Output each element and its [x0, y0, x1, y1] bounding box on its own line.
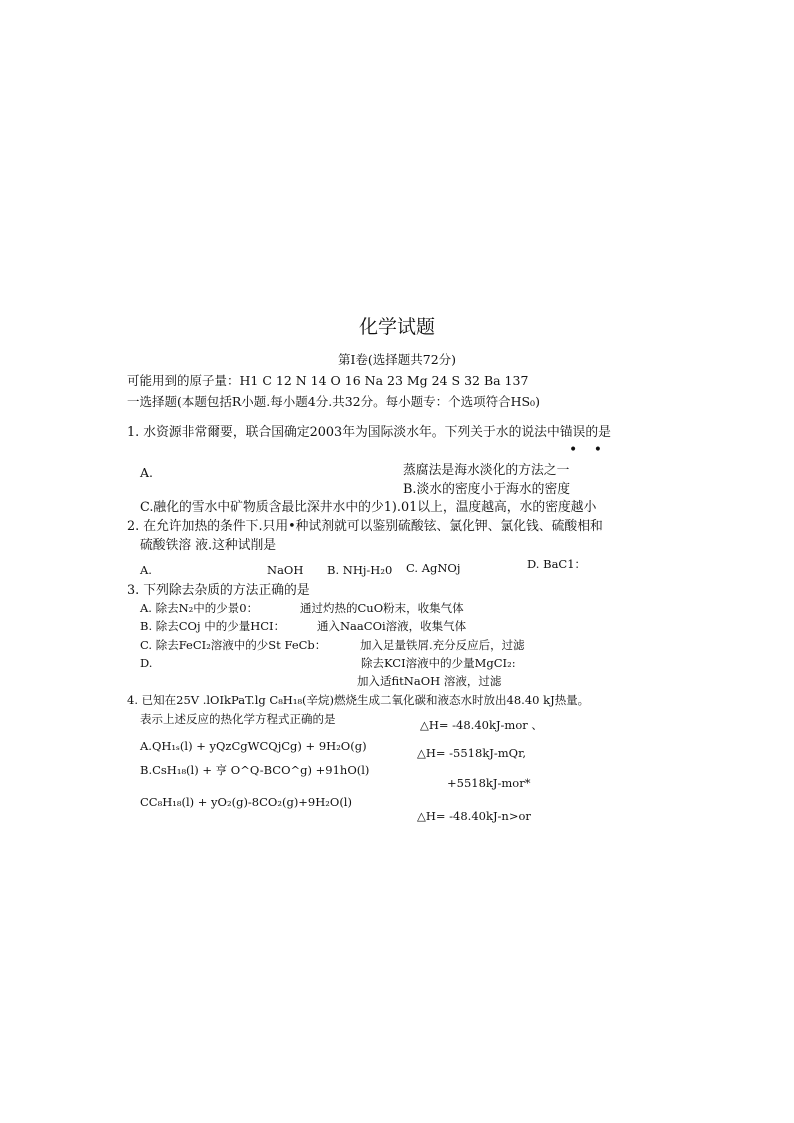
q4-option-b: B.CsH₁₈(l) + 亨 O^Q-BCO^g) +91hO(l)	[140, 763, 370, 777]
emphasis-dots: • •	[569, 442, 608, 458]
q3-option-d: D.	[140, 656, 153, 670]
q4-enthalpy-2: △H= -5518kJ-mQr,	[417, 746, 527, 760]
question-2-stem-line2: 硫酸铁溶 液.这种试削是	[140, 538, 277, 553]
q2-option-b: B. NHj-H₂0	[327, 563, 393, 577]
q3-option-d-text: 除去KCI溶液中的少量MgCI₂:	[361, 656, 516, 670]
q3-option-b-method: 通入NaaCOi溶液，收集气体	[317, 619, 467, 633]
q4-enthalpy-3: +5518kJ-mor*	[447, 776, 531, 790]
question-3-stem: 3. 下列除去杂质的方法正确的是	[127, 583, 310, 598]
q1-option-b: B.淡水的密度小于海水的密度	[403, 482, 571, 497]
question-2-stem-line1: 2. 在允许加热的条件下.只用•种试剂就可以鉴别硫酸铉、氯化钾、氯化钱、硫酸相和	[127, 519, 603, 534]
q2-option-c: C. AgNOj	[406, 561, 461, 575]
page-title: 化学试题	[358, 316, 435, 338]
q3-option-a: A. 除去N₂中的少景0：	[140, 601, 259, 615]
q1-option-c: C.融化的雪水中矿物质含最比深井水中的少1).01以上，温度越高，水的密度越小	[140, 500, 597, 515]
q3-option-d-method: 加入适fitNaOH 溶液，过滤	[357, 674, 502, 688]
section-intro: 一选择题(本题包括R小题.每小题4分.共32分。每小题专：个选项符合HS₀)	[127, 394, 540, 409]
atomic-masses: 可能用到的原子量：H1 C 12 N 14 O 16 Na 23 Mg 24 S 32 Ba 137	[127, 373, 529, 388]
q4-enthalpy-1: △H= -48.40kJ-mor 、	[420, 718, 543, 732]
q4-option-c: CC₈H₁₈(l) + yO₂(g)-8CO₂(g)+9H₂O(l)	[140, 795, 352, 809]
q4-enthalpy-4: △H= -48.40kJ-n>or	[417, 809, 531, 823]
q3-option-c: C. 除去FeCI₂溶液中的少St FeCb：	[140, 638, 327, 652]
q3-option-a-method: 通过灼热的CuO粉末，收集气体	[300, 601, 464, 615]
q2-option-a-text: NaOH	[267, 563, 304, 577]
section-subtitle: 第Ⅰ卷(选择题共72分)	[337, 352, 457, 367]
q2-option-d: D. BaC1：	[527, 557, 587, 571]
question-4-stem: 4. 已知在25V .lOIkPaT.lg C₈H₁₈(辛烷)燃烧生成二氧化碳和液态水时放出48.40 kJ热量。	[127, 693, 590, 707]
q1-option-a-label: A.	[140, 465, 154, 480]
q1-option-a-text: 蒸腐法是海水淡化的方法之一	[403, 463, 570, 478]
question-1-stem: 1. 水资源非常爾要，联合国确定2003年为国际淡水年。下列关于水的说法中锚误的是	[127, 425, 611, 440]
q4-option-a: A.QH₁ₛ(l) + yQzCgWCQjCg) + 9H₂O(g)	[140, 739, 367, 753]
q3-option-c-method: 加入足量铁屑.充分反应后，过滤	[360, 638, 525, 652]
q2-option-a-label: A.	[140, 563, 152, 577]
q3-option-b: B. 除去COj 中的少量HCI：	[140, 619, 286, 633]
question-4-stem-line2: 表示上述反应的热化学方程式正确的是	[140, 712, 336, 726]
